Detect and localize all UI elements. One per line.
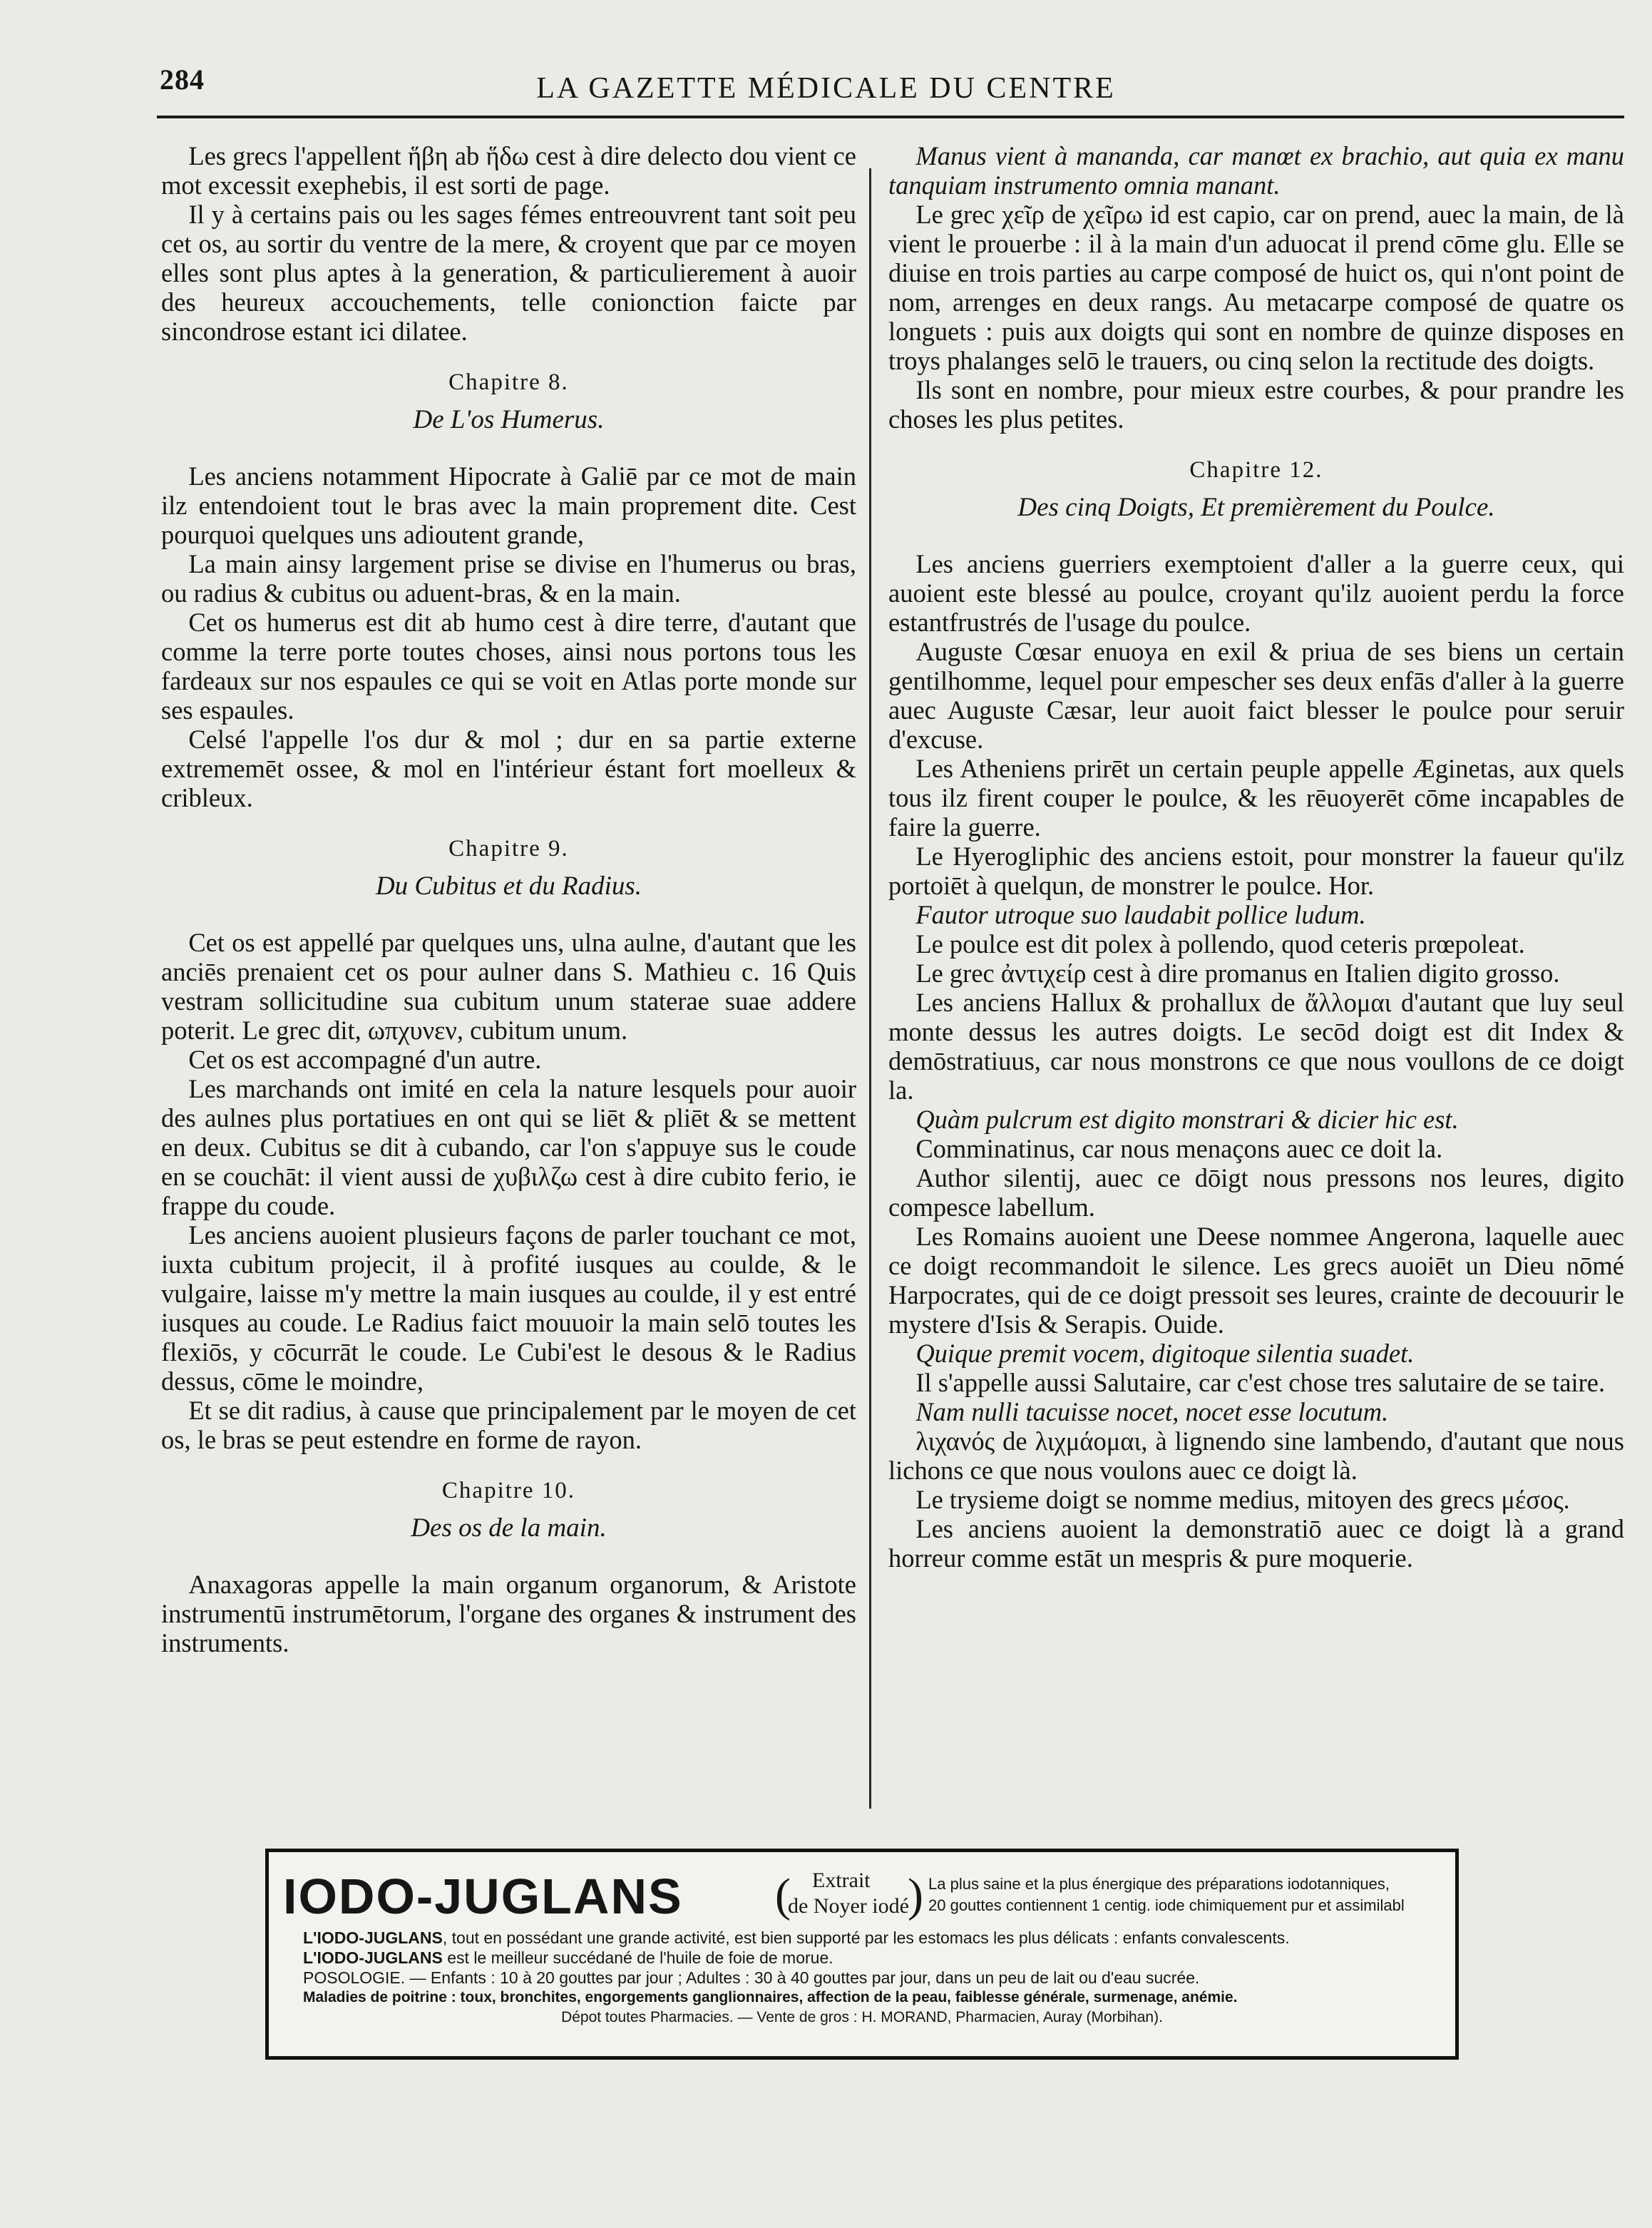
chapter-subtitle: Du Cubitus et du Radius.	[375, 872, 642, 901]
paragraph: Le grec χεῖρ de χεῖρω id est capio, car on prend, auec la main, de là vient le prouerbe : il à la main d'un aduocat il prend cōme glu. Elle se diuise en trois parties au carpe composé de huict os, qui n'ont point de nom, arrenges en deux rangs. Au metacarpe composé de quatre os longuets : puis aux doigts qui sont en nombre de quinze disposes en troys phalanges selō le trauers, ou cinq selon la rectitude des doigts.	[888, 200, 1624, 375]
ad-depot: Dépot toutes Pharmacies. — Vente de gros : H. MORAND, Pharmacien, Auray (Morbihan).	[561, 2009, 1163, 2025]
paragraph: Le Hyerogliphic des anciens estoit, pour monstrer la faueur qu'ilz portoiēt à quelqun, de monstrer le poulce. Hor.	[888, 842, 1624, 900]
paragraph: Les marchands ont imité en cela la nature lesquels pour auoir des aulnes plus portatiues en ont qui se liēt & pliēt & se mettent en deux. Cubitus se dit à cubando, car l'on s'appuye sus le coude en se couchāt: il vient aussi de χυβιλζω cest à dire cubito ferio, ie frappe du coude.	[161, 1074, 856, 1220]
latin-quote: Nam nulli tacuisse nocet, nocet esse locutum.	[915, 1397, 1389, 1426]
paragraph: Comminatinus, car nous menaçons auec ce doit la.	[915, 1134, 1443, 1163]
paragraph: Le trysieme doigt se nomme medius, mitoyen des grecs μέσος.	[915, 1485, 1570, 1514]
ad-line-text: est le meilleur succédané de l'huile de foie de morue.	[442, 1948, 833, 1967]
chapter-heading: Chapitre 9.	[448, 836, 569, 862]
latin-quote: Fautor utroque suo laudabit pollice ludum.	[915, 900, 1366, 929]
paragraph: Le poulce est dit polex à pollendo, quod ceteris prœpoleat.	[915, 929, 1525, 959]
ad-subtitle-line1: Extrait	[812, 1869, 871, 1892]
paragraph: Les Atheniens prirēt un certain peuple appelle Æginetas, aux quels tous ilz firent couper le poulce, & les rēuoyerēt cōme incapables de faire la guerre.	[888, 754, 1624, 842]
paragraph: Anaxagoras appelle la main organum organorum, & Aristote instrumentū instrumētorum, l'organe des organes & instrument des instruments.	[161, 1570, 856, 1657]
left-column	[161, 141, 856, 1809]
ad-inline-brand: L'IODO-JUGLANS	[303, 1928, 443, 1947]
paragraph: Les anciens Hallux & prohallux de ἄλλομαι d'autant que luy seul monte dessus les autres doigts. Le secōd doigt est dit Index & demōstratiuus, car nous monstrons ce que nous voullons de ce doigt la.	[888, 988, 1624, 1105]
advertisement-box	[265, 1849, 1459, 2060]
ad-header	[283, 1868, 1441, 1925]
paragraph: Il y à certains pais ou les sages fémes entreouvrent tant soit peu cet os, au sortir du ventre de la mere, & croyent que par ce moyen elles sont plus aptes à la generation, & particulierement à auoir des heureux accouchements, telle conionction faicte par sincondrose estant ici dilatee.	[161, 200, 856, 346]
ad-brand-name: IODO-JUGLANS	[283, 1869, 683, 1924]
paragraph: Les anciens notamment Hipocrate à Galiē par ce mot de main ilz entendoient tout le bras avec la main proprement dite. Cest pourquoi quelques uns adioutent grande,	[161, 461, 856, 549]
paragraph: Il s'appelle aussi Salutaire, car c'est chose tres salutaire de se taire.	[915, 1368, 1606, 1397]
paragraph: Cet os humerus est dit ab humo cest à dire terre, d'autant que comme la terre porte toutes choses, ainsi nous portons tous les fardeaux sur nos espaules ce qui se voit en Atlas porte monde sur ses espaules.	[161, 608, 856, 725]
ad-posology: POSOLOGIE. — Enfants : 10 à 20 gouttes par jour ; Adultes : 30 à 40 gouttes par jour, dans un peu de lait ou d'eau sucrée.	[303, 1968, 1200, 1987]
paragraph: Manus vient à mananda, car manœt ex brachio, aut quia ex manu tanquiam instrumento omnia manant.	[888, 141, 1624, 200]
ad-line	[283, 1948, 1441, 1968]
ad-line	[283, 1928, 1441, 1948]
ad-indications: Maladies de poitrine : toux, bronchites, engorgements ganglionnaires, affection de la peau, faiblesse générale, surmenage, anémie.	[303, 1989, 1238, 2005]
latin-quote: Quàm pulcrum est digito monstrari & dicier hic est.	[915, 1105, 1459, 1134]
paragraph: Les anciens auoient la demonstratiō auec ce doigt là a grand horreur comme estāt un mespris & pure moquerie.	[888, 1514, 1624, 1573]
ad-subtitle-line2: de Noyer iodé	[788, 1894, 909, 1918]
ad-line-text: , tout en possédant une grande activité, est bien supporté par les estomacs les plus délicats : enfants convalescents.	[442, 1928, 1290, 1947]
paragraph: Celsé l'appelle l'os dur & mol ; dur en sa partie externe extrememēt ossee, & mol en l'intérieur éstant fort moelleux & cribleux.	[161, 725, 856, 812]
paragraph: Author silentij, auec ce dōigt nous pressons nos leures, digito compesce labellum.	[888, 1163, 1624, 1222]
paragraph: Ils sont en nombre, pour mieux estre courbes, & pour prandre les choses les plus petites.	[888, 375, 1624, 434]
latin-quote: Quique premit vocem, digitoque silentia suadet.	[915, 1339, 1415, 1368]
right-column	[888, 141, 1624, 1809]
open-paren-glyph: (	[775, 1869, 791, 1921]
paragraph: λιχανός de λιχμάομαι, à lignendo sine lambendo, d'autant que nous lichons ce que nous voulons auec ce doigt là.	[888, 1426, 1624, 1485]
chapter-heading: Chapitre 12.	[1189, 457, 1323, 483]
header-rule	[157, 116, 1624, 118]
paragraph: Les anciens auoient plusieurs façons de parler touchant ce mot, iuxta cubitum projecit, il à profité iusques au coulde, & le vulgaire, laisse m'y mettre la main iusques au coulde, il y est entré iusques au coude. Le Radius faict mouuoir la main selō toutes les flexiōs, y cōcurrāt le coude. Le Cubi'est le desous & le Radius dessus, cōme le moindre,	[161, 1220, 856, 1396]
chapter-subtitle: Des cinq Doigts, Et premièrement du Poulce.	[1017, 493, 1495, 522]
ad-subtitle	[775, 1868, 923, 1925]
paragraph: Les Romains auoient une Deese nommee Angerona, laquelle auec ce doigt recommandoit le silence. Les grecs auoiēt un Dieu nōmé Harpocrates, qui de ce doigt pressoit ses leures, crainte de decouurir le mystere d'Isis & Serapis. Ouide.	[888, 1222, 1624, 1339]
ad-body	[283, 1928, 1441, 2028]
paragraph: Le grec ἀντιχείρ cest à dire promanus en Italien digito grosso.	[915, 959, 1560, 988]
close-paren-glyph: )	[908, 1869, 923, 1921]
page-number: 284	[160, 63, 205, 96]
ad-tagline-1: La plus saine et la plus énergique des préparations iodotanniques,	[928, 1875, 1390, 1893]
chapter-subtitle: Des os de la main.	[411, 1513, 607, 1543]
paragraph: Les anciens guerriers exemptoient d'aller a la guerre ceux, qui auoient este blessé au poulce, croyant qu'ilz auoient perdu la force estantfrustrés de l'usage du poulce.	[888, 549, 1624, 637]
paragraph: Cet os est accompagné d'un autre.	[188, 1045, 542, 1074]
column-divider	[869, 168, 871, 1809]
chapter-heading: Chapitre 10.	[441, 1478, 576, 1503]
paragraph: Cet os est appellé par quelques uns, ulna aulne, d'autant que les anciēs prenaient cet os pour aulner dans S. Mathieu c. 16 Quis vestram sollicitudine sua cubitum unum staterae suae addere poterit. Le grec dit, ωπχυνεν, cubitum unum.	[161, 928, 856, 1045]
paragraph: La main ainsy largement prise se divise en l'humerus ou bras, ou radius & cubitus ou aduent-bras, & en la main.	[161, 549, 856, 608]
paragraph: Auguste Cœsar enuoya en exil & priua de ses biens un certain gentilhomme, lequel pour empescher ses deux enfās d'aller à la guerre auec Auguste Cæsar, leur auoit faict blesser le poulce pour seruir d'excuse.	[888, 637, 1624, 754]
chapter-heading: Chapitre 8.	[448, 369, 569, 395]
paragraph: Les grecs l'appellent ἥβη ab ἥδω cest à dire delecto dou vient ce mot excessit exephebis, il est sorti de page.	[161, 141, 856, 200]
chapter-subtitle: De L'os Humerus.	[413, 405, 605, 434]
ad-inline-brand: L'IODO-JUGLANS	[303, 1948, 443, 1967]
running-head-title: LA GAZETTE MÉDICALE DU CENTRE	[536, 72, 1116, 105]
paragraph: Et se dit radius, à cause que principalement par le moyen de cet os, le bras se peut estendre en forme de rayon.	[161, 1396, 856, 1454]
ad-tagline-2: 20 gouttes contiennent 1 centig. iode chimiquement pur et assimilabl	[928, 1896, 1405, 1914]
